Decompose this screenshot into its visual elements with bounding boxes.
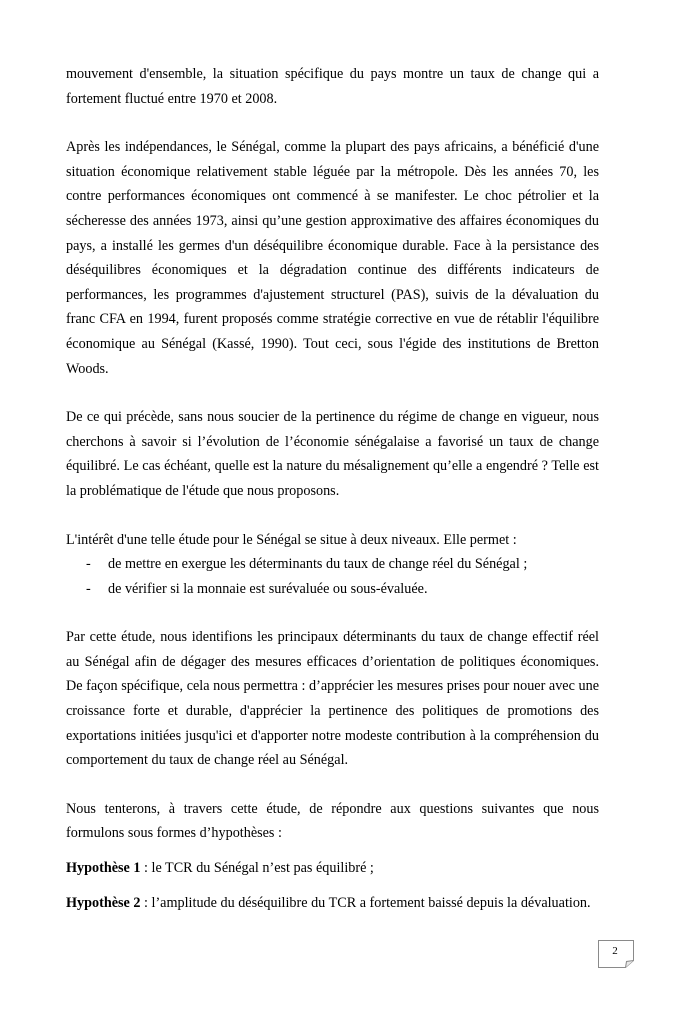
paragraph-problematic: De ce qui précède, sans nous soucier de la pertinence du régime de change en vigueur, nous cherchons à savoir si l’évolution de l’économie sénégalaise a favorisé un taux de change équilibré. Le cas échéant, quelle est la nature du mésalignement qu’elle a engendré ? Telle est la problématique de l'étude que nous proposons.	[66, 409, 599, 499]
list-item	[66, 552, 599, 577]
list-item-text: de vérifier si la monnaie est surévaluée ou sous-évaluée.	[108, 580, 428, 597]
hypothesis-2-label: Hypothèse 2	[66, 894, 141, 911]
paragraph-questions: Nous tenterons, à travers cette étude, de répondre aux questions suivantes que nous formulons sous formes d’hypothèses :	[66, 800, 599, 842]
list-item	[66, 577, 599, 602]
paragraph-intro-continuation: mouvement d'ensemble, la situation spécifique du pays montre un taux de change qui a fortement fluctué entre 1970 et 2008.	[66, 66, 599, 107]
page-body	[66, 62, 599, 915]
list-bullet: -	[86, 556, 91, 573]
hypothesis-2	[66, 891, 599, 916]
interest-list	[66, 552, 599, 601]
list-item-text: de mettre en exergue les déterminants du taux de change réel du Sénégal ;	[108, 556, 528, 573]
paragraph-history: Après les indépendances, le Sénégal, comme la plupart des pays africains, a bénéficié d'une situation économique relativement stable léguée par la métropole. Dès les années 70, les contre performances économiques ont commencé à se manifester. Le choc pétrolier et la sécheresse des années 1973, ainsi qu’une gestion approximative des affaires économiques du pays, a installé les germes d'un déséquilibre économique durable. Face à la persistance des déséquilibres économiques et la dégradation continue des différents indicateurs de performances, les programmes d'ajustement structurel (PAS), suivis de la dévaluation du franc CFA en 1994, furent proposés comme stratégie corrective en vue de rétablir l'équilibre économique au Sénégal (Kassé, 1990). Tout ceci, sous l'égide des institutions de Bretton Woods.	[66, 139, 599, 377]
paragraph-interest: L'intérêt d'une telle étude pour le Sénégal se situe à deux niveaux. Elle permet :	[66, 531, 517, 548]
hypothesis-1-text: : le TCR du Sénégal n’est pas équilibré ;	[140, 860, 374, 877]
paragraph-objectives: Par cette étude, nous identifions les principaux déterminants du taux de change effectif réel au Sénégal afin de dégager des mesures efficaces d’orientation de politiques économiques. De façon spécifique, cela nous permettra : d’apprécier les mesures prises pour nouer avec une croissance forte et durable, d'apprécier la pertinence des politiques de promotions des exportations initiées jusqu'ici et d'apporter notre modeste contribution à la compréhension du comportement du taux de change réel au Sénégal.	[66, 629, 599, 769]
list-bullet: -	[86, 580, 91, 597]
hypothesis-2-text: : l’amplitude du déséquilibre du TCR a fortement baissé depuis la dévaluation.	[140, 894, 591, 911]
page-number-box	[598, 940, 634, 968]
page-number: 2	[612, 945, 618, 957]
hypothesis-1-label: Hypothèse 1	[66, 860, 141, 877]
hypothesis-1	[66, 856, 599, 881]
